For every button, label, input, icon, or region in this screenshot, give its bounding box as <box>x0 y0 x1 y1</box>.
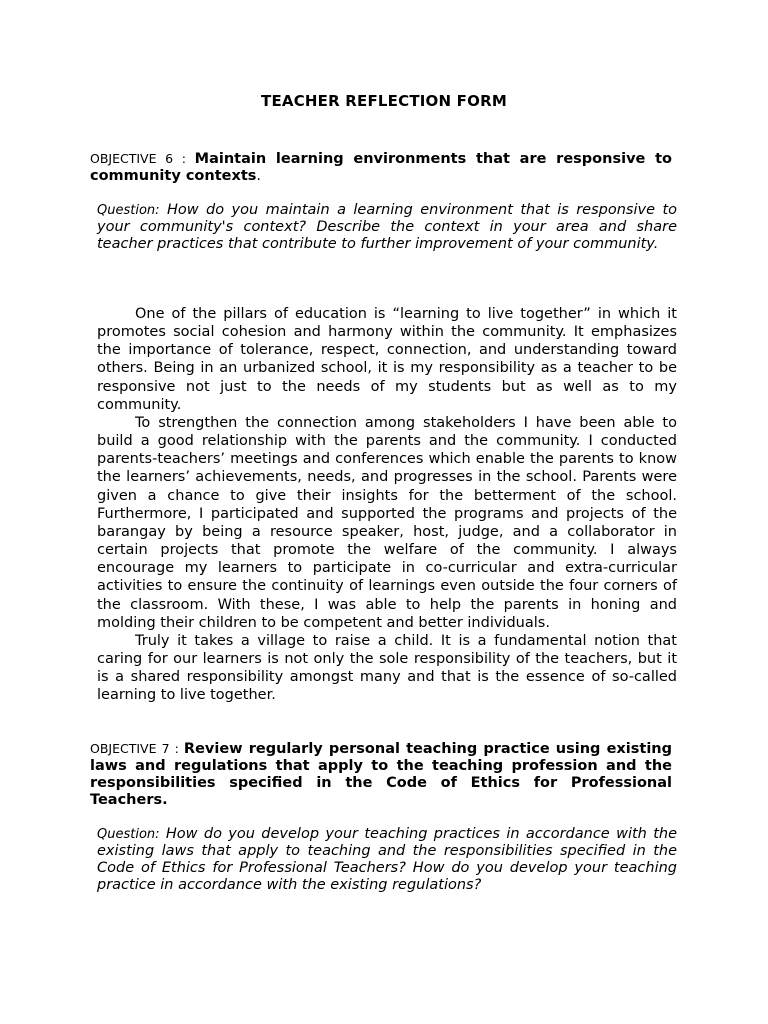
objective-7-question-label: Question: <box>97 827 160 842</box>
response-paragraph-3: Truly it takes a village to raise a child. It is a fundamental notion that caring for our learners is not only the sole responsibility of the teachers, but it is a shared responsibility amongst many and that is the essence of so-called learning to live together. <box>97 632 677 704</box>
objective-6-response <box>97 305 677 704</box>
objective-6-heading <box>90 150 672 185</box>
response-paragraph-1: One of the pillars of education is “learning to live together” in which it promotes social cohesion and harmony within the community. It emphasizes the importance of tolerance, respect, connection, and understanding toward others. Being in an urbanized school, it is my responsibility as a teacher to be responsive not just to the needs of my students but as well as to my community. <box>97 306 677 413</box>
objective-6-question-label: Question: <box>97 203 160 218</box>
objective-6-trailing: . <box>256 168 261 184</box>
document-title: TEACHER REFLECTION FORM <box>261 92 507 110</box>
objective-7-question-text: How do you develop your teaching practices in accordance with the existing laws that apply to teaching and the responsibilities specified in the Code of Ethics for Professional Teachers? How do you develop your teaching practice in accordance with the existing regulations? <box>97 826 677 893</box>
objective-6-text: Maintain learning environments that are responsive to community contexts <box>90 151 672 184</box>
objective-7-text: Review regularly personal teaching practice using existing laws and regulations that apply to the teaching profession and the responsibilities specified in the Code of Ethics for Professional Teachers. <box>90 741 672 808</box>
objective-7-heading <box>90 740 672 809</box>
objective-6-label: OBJECTIVE 6 : <box>90 151 195 166</box>
objective-6-question-text: How do you maintain a learning environment that is responsive to your community's context? Describe the context in your area and share teacher practices that contribute to further improvement of your community. <box>97 202 677 252</box>
objective-7-question <box>97 826 677 894</box>
objective-6-question <box>97 202 677 253</box>
objective-7-label: OBJECTIVE 7 : <box>90 741 184 756</box>
response-paragraph-2: To strengthen the connection among stakeholders I have been able to build a good relationship with the parents and the community. I conducted parents-teachers’ meetings and conferences which enable the parents to know the learners’ achievements, needs, and progresses in the school. Parents were given a chance to give their insights for the betterment of the school. Furthermore, I participated and supported the programs and projects of the barangay by being a resource speaker, host, judge, and a collaborator in certain projects that promote the welfare of the community. I always encourage my learners to participate in co-curricular and extra-curricular activities to ensure the continuity of learnings even outside the four corners of the classroom. With these, I was able to help the parents in honing and molding their children to be competent and better individuals. <box>97 414 677 631</box>
